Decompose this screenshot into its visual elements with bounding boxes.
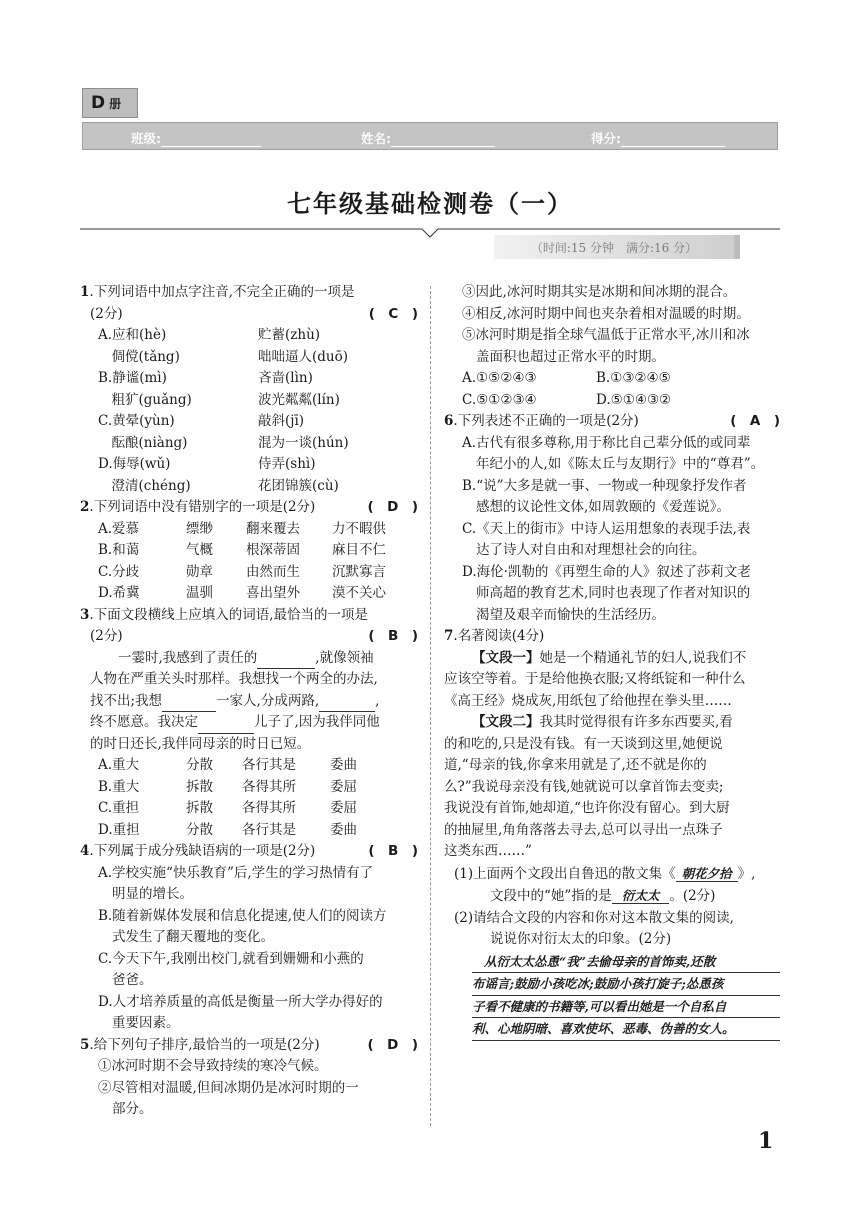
- q3-text: 终不愿意。我决定: [90, 714, 198, 730]
- class-blank: [161, 134, 261, 147]
- q3-points: (2分): [90, 628, 123, 644]
- q5-option-c: C.⑤①②③④: [462, 391, 537, 408]
- q7-passage-line: 应该空等着。于是给他换衣服;又将纸锭和一种什么: [444, 671, 746, 687]
- q5-stem: .给下列句子排序,最恰当的一项是(2分): [89, 1036, 320, 1053]
- q3-blank: [257, 653, 315, 669]
- q1-item: 侍弄(shì): [258, 456, 316, 472]
- q3-text: 一霎时,我感到了责任的: [118, 649, 258, 666]
- name-field: [361, 129, 495, 147]
- question-1: [80, 282, 418, 497]
- q1-stem: .下列词语中加点字注音,不完全正确的一项是: [89, 284, 355, 300]
- q7-answer-line: 利、心地阴暗、喜欢使坏、恶毒、伪善的女人。: [472, 1018, 780, 1041]
- q3-answer: ( B ): [368, 628, 418, 644]
- q1-option-row: [80, 325, 418, 347]
- q3-item: A.重大: [98, 757, 140, 773]
- q2-item: 喜出望外: [246, 585, 300, 601]
- q7-answer-book: 朝花夕拾: [676, 866, 738, 882]
- q1-item: 澄清(chéng): [98, 477, 191, 494]
- q4-option-a-cont: 明显的增长。: [112, 886, 193, 902]
- q7-sub-1: [444, 863, 780, 886]
- q6-number: 6: [444, 413, 454, 429]
- volume-suffix: 册: [109, 96, 122, 111]
- time-info: （时间:15 分钟 满分:16 分）: [530, 240, 698, 255]
- q2-item: 缥缈: [186, 520, 213, 537]
- q6-option-b-cont: 感想的议论性文体,如周敦颐的《爱莲说》。: [476, 499, 731, 515]
- q1-points: (2分): [90, 305, 123, 322]
- q2-item: 麻目不仁: [332, 542, 386, 558]
- q3-passage-line: [80, 712, 418, 734]
- q5-sentence-5: ⑤冰河时期是指全球气温低于正常水平,冰川和冰: [462, 327, 750, 343]
- q6-option-d-cont: 渴望及艰辛而愉快的生活经历。: [476, 606, 665, 623]
- q3-blank: [162, 696, 216, 712]
- q3-text: 儿子了,因为我伴同他: [254, 714, 380, 730]
- q5-options-row: [444, 368, 780, 390]
- q5-sentence-2: ②尽管相对温暖,但间冰期仍是冰河时期的一: [98, 1079, 359, 1096]
- student-info-bar: [82, 122, 778, 150]
- q4-answer: ( B ): [368, 843, 418, 859]
- q4-option-b: B.随着新媒体发展和信息化提速,使人们的阅读方: [98, 907, 387, 924]
- q2-number: 2: [80, 499, 90, 515]
- q7-passage-line: 么?”我说母亲没有钱,她就说可以拿首饰去变卖;: [444, 778, 724, 795]
- left-column: [80, 282, 418, 1121]
- question-2: [80, 497, 418, 605]
- q7-passage-2-head: 【文段二】: [472, 714, 540, 730]
- q7-text: (1)上面两个文段出自鲁迅的散文集《: [454, 865, 676, 882]
- q3-item: 委屈: [330, 800, 357, 816]
- q1-item: 敲斜(jī): [258, 413, 305, 429]
- q1-option-row: [80, 411, 418, 433]
- question-5: [80, 1035, 418, 1121]
- q1-option-row: [80, 390, 418, 412]
- q2-item: D.希冀: [98, 585, 140, 601]
- q5-sentence-1: ①冰河时期不会导致持续的寒冷气候。: [98, 1058, 328, 1074]
- q7-text: 》,: [737, 865, 756, 882]
- q4-option-b-cont: 式发生了翻天覆地的变化。: [112, 929, 274, 945]
- q7-passage-line: 的抽屉里,角角落落去寻去,总可以寻出一点珠子: [444, 821, 723, 838]
- q2-item: 力不暇供: [332, 520, 386, 537]
- q2-item: 气概: [186, 542, 213, 558]
- q3-text: 一家人,分成两路,: [216, 692, 320, 709]
- q3-option-row: [80, 798, 418, 820]
- q2-stem: .下列词语中没有错别字的一项是(2分): [89, 499, 316, 515]
- q6-option-c: C.《天上的街市》中诗人运用想象的表现手法,表: [462, 520, 751, 537]
- q1-item: 吝啬(lìn): [258, 370, 313, 386]
- q3-passage-line: [80, 691, 418, 713]
- class-label: 班级:: [131, 131, 161, 146]
- q5-sentence-5-cont: 盖面积也超过正常水平的时期。: [476, 348, 665, 365]
- q3-item: 各得其所: [242, 778, 296, 795]
- q5-sentence-3: ③因此,冰河时期其实是冰期和间冰期的混合。: [462, 284, 737, 300]
- q4-option-c-cont: 爸爸。: [112, 972, 153, 988]
- q1-number: 1: [80, 284, 90, 300]
- score-blank: [621, 134, 725, 147]
- q1-item: 粗犷(guǎng): [98, 391, 192, 408]
- q3-number: 3: [80, 606, 90, 623]
- q3-blank: [198, 718, 254, 734]
- q7-answer-person: 衍太太: [612, 888, 670, 904]
- q5-sentence-4: ④相反,冰河时期中间也夹杂着相对温暖的时期。: [462, 305, 750, 322]
- q5-answer: ( D ): [367, 1036, 418, 1053]
- right-column: [444, 282, 780, 1041]
- q4-option-a: A.学校实施“快乐教育”后,学生的学习热情有了: [98, 864, 374, 881]
- q3-item: 分散: [186, 757, 213, 773]
- q2-item: A.爱慕: [98, 520, 140, 537]
- q3-item: 各行其是: [242, 821, 296, 838]
- q3-item: 拆散: [186, 800, 213, 816]
- score-label: 得分:: [591, 131, 621, 146]
- class-field: [131, 129, 261, 147]
- q1-item: C.黄晕(yùn): [98, 413, 175, 429]
- q7-passage-line: 的和吃的,只是没有钱。有一天谈到这里,她便说: [444, 735, 723, 752]
- q7-text: 文段中的“她”指的是: [490, 888, 612, 904]
- q3-passage-line: [80, 648, 418, 670]
- q2-option-row: [80, 583, 418, 605]
- question-6: [444, 411, 780, 626]
- q6-answer: ( A ): [730, 413, 780, 429]
- question-3: [80, 605, 418, 842]
- score-field: [591, 129, 725, 147]
- q3-item: 委曲: [330, 757, 357, 773]
- q6-option-b: B.“说”大多是就一事、一物或一种现象抒发作者: [462, 477, 747, 494]
- q7-passage-1: [444, 648, 780, 670]
- q6-option-d-cont: 师高超的教育艺术,同时也表现了作者对知识的: [476, 585, 751, 601]
- q7-handwritten-answer: [444, 951, 780, 1041]
- volume-tag: [82, 88, 138, 118]
- q3-item: 分散: [186, 821, 213, 838]
- q7-passage-line: 道,“母亲的钱,你拿来用就是了,还不就是你的: [444, 757, 707, 773]
- page-number: 1: [758, 1128, 774, 1154]
- q7-passage-2: [444, 712, 780, 734]
- q1-item: 酝酿(niàng): [98, 434, 188, 451]
- q2-option-row: [80, 562, 418, 584]
- q7-answer-line: 布谣言;鼓励小孩吃冰;鼓励小孩打旋子;怂恿孩: [472, 973, 780, 996]
- q2-option-row: [80, 540, 418, 562]
- q3-passage-line: 人物在严重关头时那样。我想找一个两全的办法,: [90, 671, 378, 687]
- q7-sub-2: (2)请结合文段的内容和你对这本散文集的阅读,: [454, 909, 734, 926]
- q2-item: 沉默寡言: [332, 563, 386, 580]
- q2-answer: ( D ): [367, 499, 418, 515]
- q3-item: D.重担: [98, 821, 140, 838]
- q7-passage-line: 《高王经》烧成灰,用纸包了给他捏在拳头里……: [444, 692, 732, 709]
- q1-answer: ( C ): [368, 305, 418, 322]
- q3-stem: .下面文段横线上应填入的词语,最恰当的一项是: [89, 606, 368, 623]
- q2-item: 漠不关心: [332, 585, 386, 601]
- q4-stem: .下列属于成分残缺语病的一项是(2分): [89, 843, 316, 859]
- q4-option-c: C.今天下午,我刚出校门,就看到姗姗和小燕的: [98, 950, 364, 967]
- q7-passage-line: 这类东西……”: [444, 843, 532, 859]
- page-title: 七年级基础检测卷（一）: [287, 190, 573, 218]
- q5-sentence-2-cont: 部分。: [112, 1101, 153, 1117]
- q3-item: 拆散: [186, 778, 213, 795]
- question-4: [80, 841, 418, 1035]
- q5-number: 5: [80, 1036, 90, 1053]
- time-box-edge: [734, 235, 740, 259]
- q7-sub-2-cont: 说说你对衍太太的印象。(2分): [490, 931, 672, 947]
- q3-item: 各得其所: [242, 800, 296, 816]
- q3-text: ,: [375, 692, 380, 709]
- q6-option-a: A.古代有很多尊称,用于称比自己辈分低的或同辈: [462, 434, 751, 451]
- column-divider: [430, 286, 431, 1126]
- time-info-box: [494, 235, 734, 259]
- q3-option-row: [80, 820, 418, 842]
- q7-number: 7: [444, 628, 454, 644]
- q1-option-row: [80, 433, 418, 455]
- q2-item: 勋章: [186, 563, 213, 580]
- q4-option-d: D.人才培养质量的高低是衡量一所大学办得好的: [98, 993, 383, 1010]
- q6-option-d: D.海伦·凯勒的《再塑生命的人》叙述了莎莉文老: [462, 563, 751, 580]
- volume-letter: D: [91, 93, 106, 113]
- q1-item: 倜傥(tǎng): [98, 348, 180, 365]
- q2-item: B.和蔼: [98, 542, 140, 558]
- q5-option-a: A.①⑤②④③: [462, 370, 537, 386]
- q7-passage-1-head: 【文段一】: [472, 649, 540, 666]
- q7-passage-line: 我说没有首饰,她却道,“也许你没有留心。到大厨: [444, 800, 730, 816]
- q2-option-row: [80, 519, 418, 541]
- q1-item: 花团锦簇(cù): [258, 477, 339, 494]
- q6-option-a-cont: 年纪小的人,如《陈太丘与友期行》中的“尊君”。: [476, 456, 765, 472]
- q7-text: 我其时觉得很有许多东西要买,看: [539, 714, 733, 730]
- q1-item: B.静谧(mì): [98, 370, 167, 386]
- q1-item: 波光粼粼(lín): [258, 391, 340, 408]
- q7-stem: .名著阅读(4分): [453, 628, 545, 644]
- q2-item: C.分歧: [98, 563, 140, 580]
- q3-option-row: [80, 777, 418, 799]
- q2-item: 由然而生: [246, 563, 300, 580]
- q1-item: 贮蓄(zhù): [258, 327, 321, 343]
- q5-options-row: [444, 390, 780, 412]
- q7-answer-line: 从衍太太怂恿“我”去偷母亲的首饰卖,还散: [472, 951, 780, 974]
- q3-item: 各行其是: [242, 757, 296, 773]
- q3-item: 委曲: [330, 821, 357, 838]
- q2-item: 翻来覆去: [246, 520, 300, 537]
- q5-option-b: B.①③②④⑤: [596, 370, 671, 386]
- q3-item: B.重大: [98, 778, 140, 795]
- q1-item: D.侮辱(wǔ): [98, 456, 171, 472]
- q7-text: 她是一个精通礼节的妇人,说我们不: [539, 649, 747, 666]
- q1-item: 咄咄逼人(duō): [258, 348, 348, 365]
- q7-text: 。(2分): [669, 888, 716, 904]
- q1-option-row: [80, 476, 418, 498]
- q2-item: 温驯: [186, 585, 213, 601]
- q7-sub-1-cont: [444, 885, 780, 908]
- q3-blank: [319, 696, 375, 712]
- q3-passage-line: 的时日还长,我伴同母亲的时日已短。: [90, 735, 311, 752]
- q1-option-row: [80, 454, 418, 476]
- q4-option-d-cont: 重要因素。: [112, 1015, 180, 1031]
- q1-item: 混为一谈(hún): [258, 434, 349, 451]
- q3-item: C.重担: [98, 800, 140, 816]
- q6-option-c-cont: 达了诗人对自由和对理想社会的向往。: [476, 542, 706, 558]
- q3-option-row: [80, 755, 418, 777]
- q1-option-row: [80, 347, 418, 369]
- q3-text: ,就像领袖: [315, 649, 374, 666]
- q7-answer-line: 子看不健康的书籍等,可以看出她是一个自私自: [472, 996, 780, 1019]
- q5-option-d: D.⑤①④③②: [596, 391, 672, 408]
- q4-number: 4: [80, 843, 90, 859]
- q1-option-row: [80, 368, 418, 390]
- q2-item: 根深蒂固: [246, 542, 300, 558]
- q3-item: 委屈: [330, 778, 357, 795]
- name-label: 姓名:: [361, 131, 391, 146]
- q1-item: A.应和(hè): [98, 327, 167, 343]
- q6-stem: .下列表述不正确的一项是(2分): [453, 413, 639, 429]
- name-blank: [391, 134, 495, 147]
- question-7: [444, 626, 780, 1041]
- q3-text: 找不出;我想: [90, 692, 163, 709]
